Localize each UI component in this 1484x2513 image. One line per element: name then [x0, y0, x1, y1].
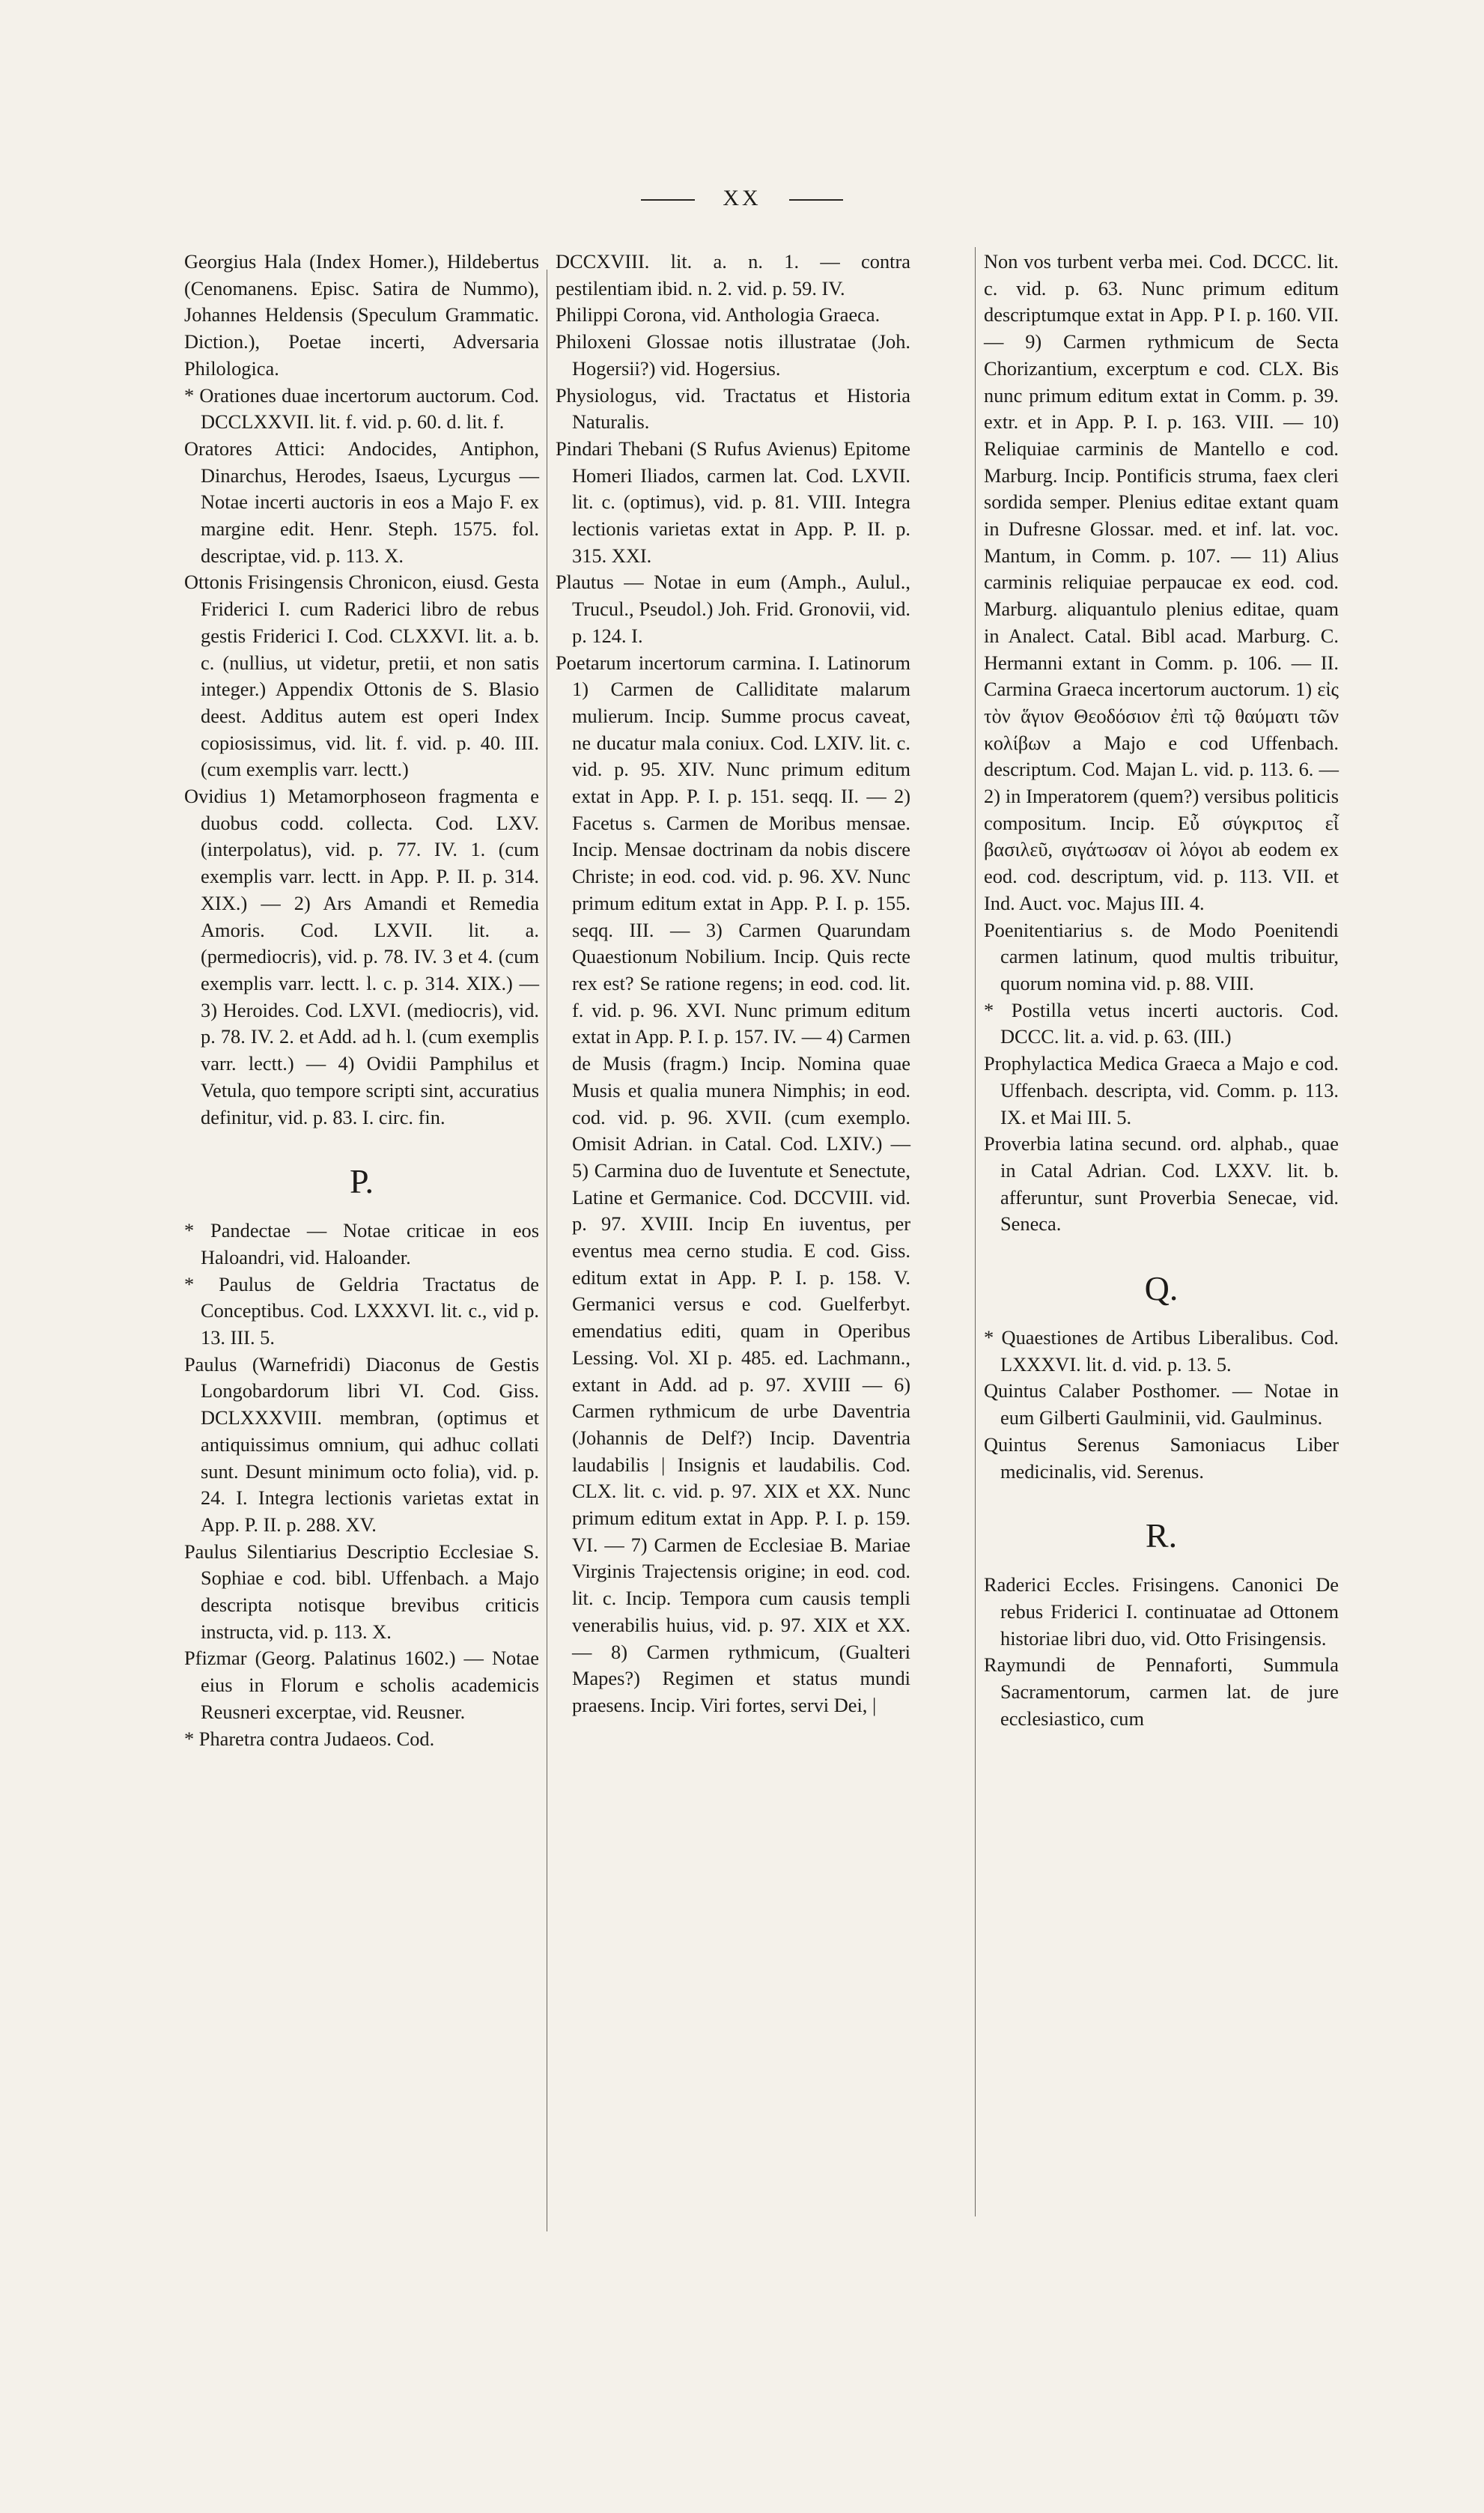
index-entry: * Postilla vetus incerti auctoris. Cod. DCCC. lit. a. vid. p. 63. (III.) [984, 998, 1339, 1048]
section-letter: P. [350, 1162, 374, 1201]
index-entry: Raderici Eccles. Frisingens. Canonici De rebus Friderici I. continuatae ad Ottonem historiae libri duo, vid. Otto Frisingensis. [984, 1573, 1339, 1650]
index-entry: Pfizmar (Georg. Palatinus 1602.) — Notae eius in Florum e scholis academicis Reusneri excerptae, vid. Reusner. [184, 1647, 539, 1723]
section-letter: Q. [1144, 1269, 1179, 1308]
index-entry: Plautus — Notae in eum (Amph., Aulul., Trucul., Pseudol.) Joh. Frid. Gronovii, vid. p. 124. I. [556, 571, 910, 647]
index-entry: Quintus Serenus Samoniacus Liber medicinalis, vid. Serenus. [984, 1432, 1339, 1483]
column-divider [975, 247, 976, 2216]
header-rule-left [641, 199, 695, 201]
index-entry-continued: DCCXVIII. lit. a. n. 1. — contra pestilentiam ibid. n. 2. vid. p. 59. IV. [556, 250, 910, 300]
index-entry: Paulus (Warnefridi) Diaconus de Gestis Longobardorum libri VI. Cod. Giss. DCLXXXVIII. membran, (optimus et antiquissimus omnium, qui adhuc collati sunt. Desunt minimum octo folia), vid. p. 24. I. Integra lectionis varietas extat in App. P. II. p. 288. XV. [184, 1352, 539, 1536]
text-column-1 [184, 249, 539, 1752]
section-letter: R. [1145, 1516, 1178, 1555]
index-entry-continued: Georgius Hala (Index Homer.), Hildebertus (Cenomanens. Episc. Satira de Nummo), Johannes Heldensis (Speculum Grammatic. Diction.), Poetae incerti, Adversaria Philologica. [184, 250, 539, 380]
index-entry: Poetarum incertorum carmina. I. Latinorum 1) Carmen de Calliditate malarum mulierum. Incip. Summe procus caveat, ne ducatur mala coniux. Cod. LXIV. lit. c. vid. p. 95. XIV. Nunc primum editum extat in App. P. I. p. 151. seqq. II. — 2) Facetus s. Carmen de Moribus mensae. Incip. Mensae doctrinam da nobis discere Christe; in eod. cod. vid. p. 96. XV. Nunc primum editum extat in App. P. I. p. 155. seqq. III. — 3) Carmen Quarundam Quaestionum Nobilium. Incip. Quis recte rex est? Se ratione regens; in eod. cod. lit. f. vid. p. 96. XVI. Nunc primum editum extat in App. P. I. p. 157. IV. — 4) Carmen de Musis (fragm.) Incip. Nomina quae Musis et qualia munera Nimphis; in eod. cod. vid. p. 96. XVII. (cum exemplo. Omisit Adrian. in Catal. Cod. LXIV.) — 5) Carmina duo de Iuventute et Senectute, Latine et Germanice. Cod. DCCVIII. vid. p. 97. XVIII. Incip En iuventus, per eventus mea cerno studia. E cod. Giss. editum extat in App. P. I. p. 158. V. Germanici versus e cod. Guelferbyt. emendatius editi, quam in Operibus Lessing. Vol. XI p. 485. ed. Lachmann., extant in Add. ad p. 97. XVIII — 6) Carmen rythmicum de urbe Daventria (Johannis de Delf?) Incip. Daventria laudabilis | Insignis et laudabilis. Cod. CLX. lit. c. vid. p. 97. XIX et XX. Nunc primum editum extat in App. P. I. p. 159. VI. — 7) Carmen de Ecclesiae B. Mariae Virginis Trajectensis origine; in eod. cod. lit. c. Incip. Tempora cum causis templi venerabilis huius, vid. p. 97. XIX et XX. — 8) Carmen rythmicum, (Gualteri Mapes?) Regimen et status mundi praesens. Incip. Viri fortes, servi Dei, | [556, 651, 910, 1716]
page-header [0, 186, 1484, 211]
index-entry: Paulus Silentiarius Descriptio Ecclesiae S. Sophiae e cod. bibl. Uffenbach. a Majo descripta notisque brevibus criticis instructa, vid. p. 113. X. [184, 1540, 539, 1643]
index-entry: Oratores Attici: Andocides, Antiphon, Dinarchus, Herodes, Isaeus, Lycurgus — Notae incerti auctoris in eos a Majo F. ex margine edit. Henr. Steph. 1575. fol. descriptae, vid. p. 113. X. [184, 437, 539, 567]
text-column-3 [984, 249, 1339, 1732]
index-entry: Ovidius 1) Metamorphoseon fragmenta e duobus codd. collecta. Cod. LXV. (interpolatus), vid. p. 77. IV. 1. (cum exemplis varr. lectt. in App. P. II. p. 314. XIX.) — 2) Ars Amandi et Remedia Amoris. Cod. LXVII. lit. a. (permediocris), vid. p. 78. IV. 3 et 4. (cum exemplis varr. lectt. l. c. p. 314. XIX.) — 3) Heroides. Cod. LXVI. (mediocris), vid. p. 78. IV. 2. et Add. ad h. l. (cum exemplis varr. lectt.) — 4) Ovidii Pamphilus et Vetula, quo tempore scripti sint, accuratius definitur, vid. p. 83. I. circ. fin. [184, 785, 539, 1128]
index-entry: Philippi Corona, vid. Anthologia Graeca. [556, 303, 881, 326]
header-rule-right [789, 199, 843, 201]
index-entry: Physiologus, vid. Tractatus et Historia Naturalis. [556, 383, 910, 434]
index-entry: * Paulus de Geldria Tractatus de Conceptibus. Cod. LXXXVI. lit. c., vid p. 13. III. 5. [184, 1272, 539, 1349]
index-entry-continued: Non vos turbent verba mei. Cod. DCCC. lit. c. vid. p. 63. Nunc primum editum descriptumque extat in App. P I. p. 160. VII. — 9) Carmen rythmicum de Secta Chorizantium, excerptum e cod. CLX. Bis nunc primum editum extat in Comm. p. 39. extr. et in App. P. I. p. 163. VIII. — 10) Reliquiae carminis de Mantello e cod. Marburg. Incip. Pontificis struma, faex cleri sordida semper. Plenius editae extant quam in Dufresne Glossar. med. et inf. lat. voc. Mantum, in Comm. p. 107. — 11) Alius carminis reliquiae perpaucae ex eod. cod. Marburg. aliquantulo plenius editae, quam in Analect. Catal. Bibl acad. Marburg. C. Hermanni extant in Comm. p. 106. — II. Carmina Graeca incertorum auctorum. 1) εἰς τὸν ἅγιον Θεοδόσιον ἐπὶ τῷ θαύματι τῶν κολίβων a Majo e cod Uffenbach. descriptum. Cod. Majan L. vid. p. 113. 6. — 2) in Imperatorem (quem?) versibus politicis compositum. Incip. Εὖ σύγκριτος εἶ βασιλεῦ, σιγάτωσαν οἱ λόγοι ab eodem ex eod. cod. descriptum, vid. p. 113. VII. et Ind. Auct. voc. Majus III. 4. [984, 250, 1339, 914]
page-number: XX [723, 186, 761, 210]
text-column-2 [556, 249, 910, 1719]
index-entry: Proverbia latina secund. ord. alphab., quae in Catal Adrian. Cod. LXXV. lit. b. afferuntur, sunt Proverbia Senecae, vid. Seneca. [984, 1132, 1339, 1236]
index-entry: Raymundi de Pennaforti, Summula Sacramentorum, carmen lat. de jure ecclesiastico, cum [984, 1653, 1339, 1730]
index-entry: Ottonis Frisingensis Chronicon, eiusd. Gesta Friderici I. cum Raderici libro de rebus gestis Friderici I. Cod. CLXXVI. lit. a. b. c. (nullius, ut videtur, pretii, et non satis integer.) Appendix Ottonis de S. Blasio deest. Additus autem est operi Index copiosissimus, vid. lit. f. vid. p. 40. III. (cum exemplis varr. lectt.) [184, 571, 539, 781]
index-entry: * Orationes duae incertorum auctorum. Cod. DCCLXXVII. lit. f. vid. p. 60. d. lit. f. [184, 383, 539, 434]
index-entry: Pindari Thebani (S Rufus Avienus) Epitome Homeri Iliados, carmen lat. Cod. LXVII. lit. c. (optimus), vid. p. 81. VIII. Integra lectionis varietas extat in App. P. II. p. 315. XXI. [556, 437, 910, 567]
index-entry: * Quaestiones de Artibus Liberalibus. Cod. LXXXVI. lit. d. vid. p. 13. 5. [984, 1326, 1339, 1376]
index-entry: Poenitentiarius s. de Modo Poenitendi carmen latinum, quod multis tribuitur, quorum nomina vid. p. 88. VIII. [984, 918, 1339, 994]
index-entry: * Pandectae — Notae criticae in eos Haloandri, vid. Haloander. [184, 1219, 539, 1268]
index-entry: Quintus Calaber Posthomer. — Notae in eum Gilberti Gaulminii, vid. Gaulminus. [984, 1379, 1339, 1429]
index-entry: Prophylactica Medica Graeca a Majo e cod. Uffenbach. descripta, vid. Comm. p. 113. IX. et Mai III. 5. [984, 1052, 1339, 1128]
index-entry: Philoxeni Glossae notis illustratae (Joh. Hogersii?) vid. Hogersius. [556, 330, 910, 380]
index-entry: * Pharetra contra Judaeos. Cod. [184, 1727, 435, 1750]
